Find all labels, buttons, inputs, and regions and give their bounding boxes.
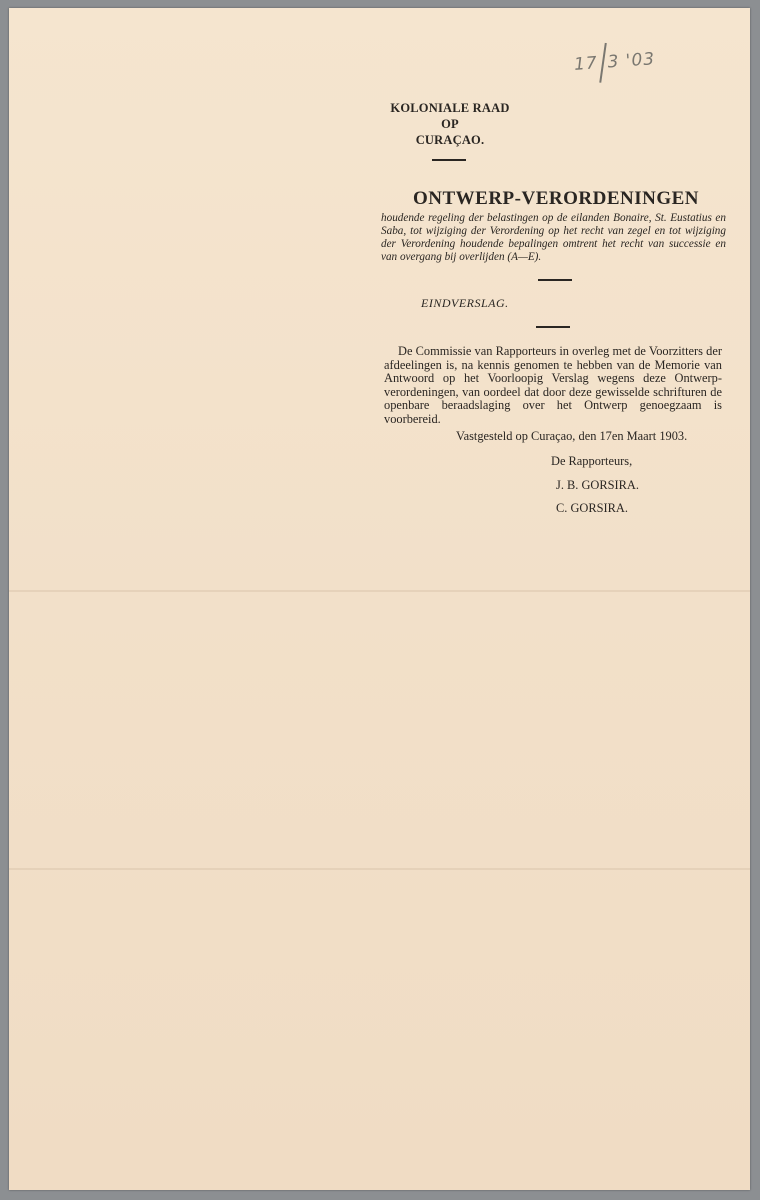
fold-line (9, 868, 750, 870)
header-line-3: CURAÇAO. (415, 133, 485, 147)
council-header (380, 100, 520, 148)
annotation-slash (599, 43, 607, 83)
document-subtitle: houdende regeling der belastingen op de eilanden Bonaire, St. Eustatius en Saba, tot wijziging der Verordening op het recht van zegel en tot wijziging der Verordening houdende bepalingen omtrent het recht van successie en van overgang bij overlijden (A—E). (381, 212, 726, 263)
header-line-2: OP (441, 117, 459, 131)
divider-rule (536, 326, 570, 328)
divider-rule (538, 279, 572, 281)
handwritten-annotation (573, 39, 657, 85)
signatory-2: C. GORSIRA. (556, 501, 628, 515)
fold-line (9, 590, 750, 592)
annotation-day: 17 (573, 53, 599, 75)
divider-rule (432, 159, 466, 161)
document-page (9, 8, 750, 1190)
header-line-1: KOLONIALE RAAD (390, 101, 510, 115)
annotation-rest: 3 '03 (606, 49, 656, 73)
section-heading: EINDVERSLAG. (421, 296, 509, 310)
signatories-heading: De Rapporteurs, (551, 454, 633, 468)
date-line: Vastgesteld op Curaçao, den 17en Maart 1903. (456, 429, 688, 443)
signatory-1: J. B. GORSIRA. (556, 478, 639, 492)
body-paragraph: De Commissie van Rapporteurs in overleg met de Voorzitters der afdeelingen is, na kennis genomen te hebben van de Memorie van Antwoord op het Voorloopig Verslag wegens deze Ontwerp-verordeningen, van oordeel dat door deze gewisselde schrifturen de openbare beraadslaging over het Ontwerp genoegzaam is voorbereid. (384, 344, 722, 426)
document-title: ONTWERP-VERORDENINGEN (412, 188, 700, 209)
